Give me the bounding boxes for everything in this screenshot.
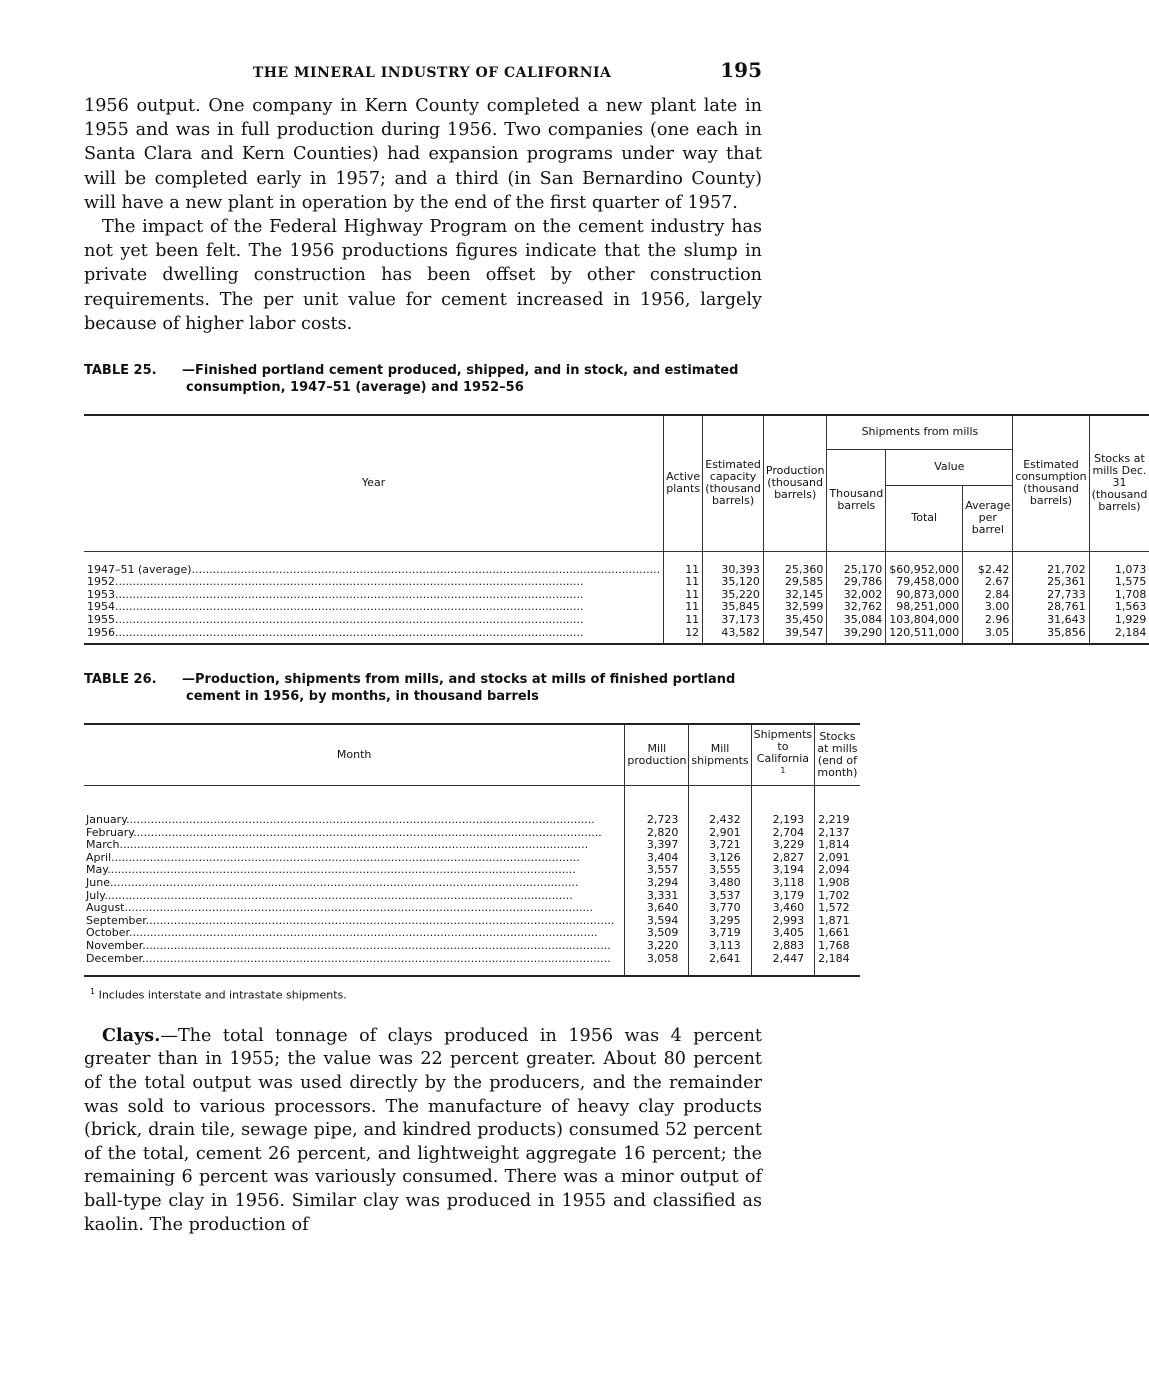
cell-consumption: 21,702 [1013,551,1089,576]
cell-shipped: 32,002 [827,589,886,602]
cell-year: 1953 ..... [84,589,664,602]
table-row [84,877,860,890]
cell-shipments: 3,537 [689,890,751,903]
cell-production: 3,397 [625,839,689,852]
col-shipments-california [751,724,815,786]
col-stocks: Stocks at mills Dec. 31 (thousand barrels) [1089,415,1149,551]
clays-section [84,1024,762,1237]
col-month-end-stocks: Stocks at mills (end of month) [815,724,860,786]
cell-total: 103,804,000 [886,614,963,627]
col-total: Total [886,485,963,551]
cell-shipments: 2,641 [689,953,751,977]
cell-stocks: 1,073 [1089,551,1149,576]
cell-california: 3,179 [751,890,815,903]
cell-stocks: 2,091 [815,852,860,865]
cell-capacity: 35,845 [703,601,764,614]
cell-california: 2,193 [751,786,815,827]
cell-month: December ..... [84,953,625,977]
cell-capacity: 30,393 [703,551,764,576]
cell-plants: 11 [664,601,703,614]
footnote-marker: 1 [780,766,786,776]
cell-california: 2,993 [751,915,815,928]
cell-average: $2.42 [963,551,1013,576]
clays-text: —The total tonnage of clays produced in 1956 was 4 percent greater than in 1955; the value was 22 percent greater. About 80 percent of the total output was used directly by the producers, and the remainder was sold to various processors. The manufacture of heavy clay products (brick, drain tile, sewage pipe, and kindred products) consumed 52 percent of the total, cement 26 percent, and lightweight aggregate 16 percent; the remaining 6 percent was variously consumed. There was a minor output of ball-type clay in 1956. Similar clay was produced in 1955 and classified as kaolin. The production of [84,1025,762,1235]
table-26-label: TABLE 26. [84,672,157,688]
cell-month: March ..... [84,839,625,852]
cell-production: 3,058 [625,953,689,977]
cell-shipped: 32,762 [827,601,886,614]
table-25 [84,414,1149,645]
table-row [84,940,860,953]
cell-stocks: 1,929 [1089,614,1149,627]
cell-plants: 11 [664,551,703,576]
table-row [84,627,1149,645]
cell-average: 3.05 [963,627,1013,645]
cell-month: October ..... [84,927,625,940]
cell-month: January ..... [84,786,625,827]
page-header [84,58,762,94]
cell-stocks: 2,137 [815,827,860,840]
cell-stocks: 1,768 [815,940,860,953]
clays-heading: Clays. [102,1024,161,1046]
cell-production: 2,723 [625,786,689,827]
cell-month: May ..... [84,864,625,877]
page-number: 195 [720,58,762,82]
table-26-footnote [90,987,762,1002]
cell-stocks: 1,871 [815,915,860,928]
table-25-caption-text: —Finished portland cement produced, shipped, and in stock, and estimated consumption, 1947–51 (average) and 1952–56 [182,363,739,396]
cell-month: November ..... [84,940,625,953]
table-25-label: TABLE 25. [84,363,157,379]
cell-month: June ..... [84,877,625,890]
table-26-caption-text: —Production, shipments from mills, and stocks at mills of finished portland cement in 1956, by months, in thousand barrels [182,672,736,705]
cell-california: 2,704 [751,827,815,840]
cell-average: 2.67 [963,576,1013,589]
cell-year: 1955 ..... [84,614,664,627]
cell-shipments: 3,721 [689,839,751,852]
cell-month: August ..... [84,902,625,915]
cell-consumption: 35,856 [1013,627,1089,645]
cell-stocks: 2,094 [815,864,860,877]
cell-production: 29,585 [763,576,827,589]
cell-stocks: 1,908 [815,877,860,890]
col-group-shipments: Shipments from mills [827,415,1013,449]
cell-year: 1952 ..... [84,576,664,589]
cell-shipments: 3,113 [689,940,751,953]
cell-california: 2,447 [751,953,815,977]
cell-shipments: 3,480 [689,877,751,890]
col-month: Month [84,724,625,786]
cell-consumption: 27,733 [1013,589,1089,602]
cell-shipped: 29,786 [827,576,886,589]
table-row [84,902,860,915]
cell-shipments: 3,719 [689,927,751,940]
cell-production: 3,509 [625,927,689,940]
cell-month: February ..... [84,827,625,840]
running-title: THE MINERAL INDUSTRY OF CALIFORNIA [252,65,612,81]
col-year: Year [84,415,664,551]
col-production: Production (thousand barrels) [763,415,827,551]
cell-california: 3,229 [751,839,815,852]
cell-average: 2.84 [963,589,1013,602]
cell-production: 25,360 [763,551,827,576]
cell-production: 3,594 [625,915,689,928]
table-row [84,786,860,827]
cell-average: 3.00 [963,601,1013,614]
col-mill-shipments: Mill shipments [689,724,751,786]
cell-total: $60,952,000 [886,551,963,576]
cell-total: 120,511,000 [886,627,963,645]
cell-production: 35,450 [763,614,827,627]
cell-california: 3,118 [751,877,815,890]
cell-plants: 11 [664,589,703,602]
cell-production: 3,331 [625,890,689,903]
cell-capacity: 35,220 [703,589,764,602]
col-active-plants: Active plants [664,415,703,551]
cell-production: 2,820 [625,827,689,840]
cell-shipped: 35,084 [827,614,886,627]
paragraph-2: The impact of the Federal Highway Program on the cement industry has not yet been felt. The 1956 productions figures indicate that the slump in private dwelling construction has been offset by other construction requirements. The per unit value for cement increased in 1956, largely because of higher labor costs. [84,217,762,334]
cell-capacity: 35,120 [703,576,764,589]
col-consumption: Estimated consumption (thousand barrels) [1013,415,1089,551]
cell-shipments: 2,901 [689,827,751,840]
document-page [84,58,1148,1237]
cell-production: 39,547 [763,627,827,645]
cell-plants: 11 [664,576,703,589]
cell-shipments: 3,126 [689,852,751,865]
cell-stocks: 1,702 [815,890,860,903]
cell-stocks: 1,814 [815,839,860,852]
cell-capacity: 37,173 [703,614,764,627]
col-average: Average per barrel [963,485,1013,551]
cell-stocks: 2,184 [1089,627,1149,645]
cell-stocks: 1,708 [1089,589,1149,602]
cell-production: 3,557 [625,864,689,877]
cell-capacity: 43,582 [703,627,764,645]
cell-california: 3,194 [751,864,815,877]
cell-california: 3,460 [751,902,815,915]
cell-year: 1947–51 (average) ..... [84,551,664,576]
cell-plants: 12 [664,627,703,645]
cell-production: 3,404 [625,852,689,865]
cell-stocks: 1,661 [815,927,860,940]
cell-shipments: 2,432 [689,786,751,827]
cell-production: 3,640 [625,902,689,915]
cell-month: April ..... [84,852,625,865]
cell-stocks: 1,572 [815,902,860,915]
table-row [84,576,1149,589]
table-row [84,839,860,852]
paragraph-1: 1956 output. One company in Kern County completed a new plant late in 1955 and was in full production during 1956. Two companies (one each in Santa Clara and Kern Counties) had expansion programs under way that will be completed early in 1957; and a third (in San Bernardino County) will have a new plant in operation by the end of the first quarter of 1957. [84,96,762,213]
cell-stocks: 1,575 [1089,576,1149,589]
cell-production: 3,220 [625,940,689,953]
table-25-caption [84,362,762,396]
footnote-marker: 1 [90,987,96,997]
cell-month: September ..... [84,915,625,928]
cell-production: 32,599 [763,601,827,614]
table-row [84,614,1149,627]
cell-total: 98,251,000 [886,601,963,614]
cell-california: 3,405 [751,927,815,940]
cell-month: July ..... [84,890,625,903]
table-26-caption [84,671,762,705]
cell-shipments: 3,555 [689,864,751,877]
col-mill-production: Mill production [625,724,689,786]
cell-stocks: 2,219 [815,786,860,827]
cell-average: 2.96 [963,614,1013,627]
cell-plants: 11 [664,614,703,627]
table-26 [84,723,860,977]
cell-california: 2,883 [751,940,815,953]
footnote-text: Includes interstate and intrastate shipments. [98,988,347,1002]
table-row [84,551,1149,576]
cell-production: 3,294 [625,877,689,890]
col-group-value: Value [886,449,1013,485]
cell-california: 2,827 [751,852,815,865]
clays-paragraph [84,1024,762,1237]
cell-year: 1956 ..... [84,627,664,645]
col-thousand-barrels: Thousand barrels [827,449,886,551]
col-capacity: Estimated capacity (thousand barrels) [703,415,764,551]
cell-total: 90,873,000 [886,589,963,602]
col-shipments-california-label: Shipments to California [753,728,813,766]
cell-total: 79,458,000 [886,576,963,589]
cell-consumption: 28,761 [1013,601,1089,614]
cell-shipments: 3,295 [689,915,751,928]
cell-shipments: 3,770 [689,902,751,915]
cell-stocks: 2,184 [815,953,860,977]
cell-consumption: 25,361 [1013,576,1089,589]
cell-shipped: 25,170 [827,551,886,576]
cell-production: 32,145 [763,589,827,602]
cell-stocks: 1,563 [1089,601,1149,614]
cell-consumption: 31,643 [1013,614,1089,627]
cell-shipped: 39,290 [827,627,886,645]
table-row [84,953,860,977]
cell-year: 1954 ..... [84,601,664,614]
